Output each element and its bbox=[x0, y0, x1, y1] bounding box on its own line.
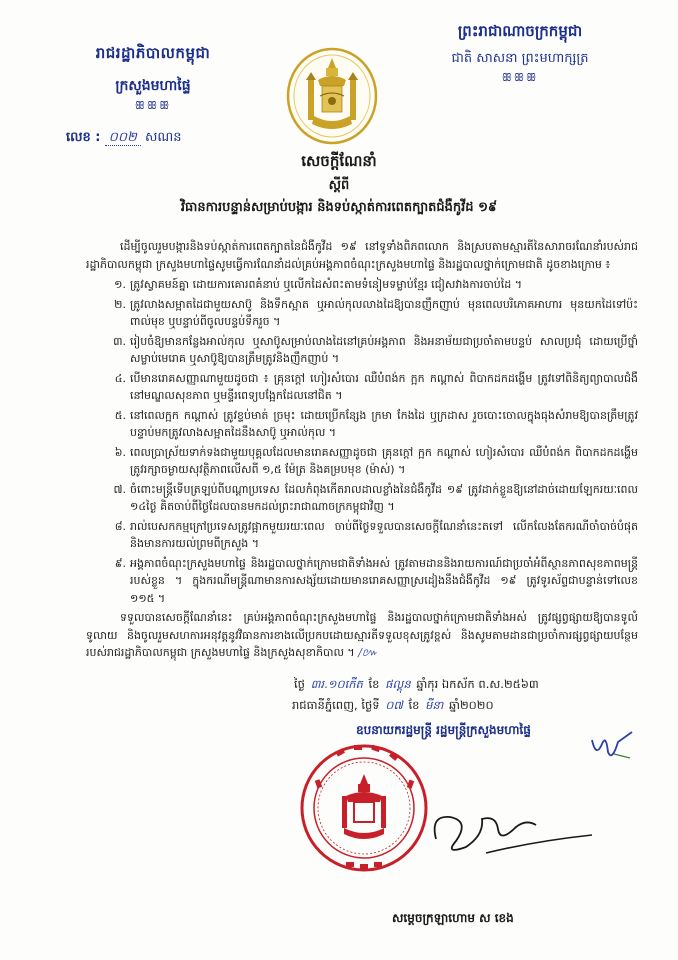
government-name: រាជរដ្ឋាភិបាលកម្ពុជា bbox=[95, 44, 211, 62]
item-number: ១. bbox=[114, 278, 126, 291]
lunar-month-label: ខែ bbox=[368, 677, 380, 691]
lunar-date bbox=[294, 677, 539, 694]
solar-day: ០៧ bbox=[385, 698, 403, 712]
ornament-left: ꕥꕥꕥ bbox=[134, 99, 172, 112]
item-number: ៦. bbox=[114, 445, 126, 459]
item-text: ត្រូវលាងសម្អាតដៃជាមួយសាប៊ូ និងទឹកស្អាត ឬអាល់កុលលាងដៃឱ្យបានញឹកញាប់ មុនពេលបរិភោគអាហារ មុនយកដៃទៅប៉ះពាល់មុខ ឬបន្ទាប់ពីចូលបន្ទប់ទឹករួច ។ bbox=[130, 297, 638, 328]
royal-emblem-icon bbox=[280, 46, 384, 146]
list-item bbox=[86, 296, 638, 331]
list-item bbox=[86, 276, 638, 294]
header-right bbox=[420, 22, 620, 85]
closing-text: ទទួលបានសេចក្តីណែនាំនេះ គ្រប់អង្គភាពចំណុះក្រសួងមហាផ្ទៃ និងរដ្ឋបាលថ្នាក់ក្រោមជាតិទាំងអស់ ត្រូវផ្សព្វផ្សាយឱ្យបានទូលំទូលាយ និងចូលរួមសហការអនុវត្តនូវវិធានការខាងលើប្រកបដោយស្មារតីទទួលខុសត្រូវខ្ពស់ និងសូមតាមដានជាប្រចាំការផ្សព្វផ្សាយបន្ថែមរបស់រាជរដ្ឋាភិបាលកម្ពុជា ក្រសួងមហាផ្ទៃ និងក្រសួងសុខាភិបាល ។ bbox=[86, 611, 638, 659]
measures-list bbox=[86, 276, 638, 607]
solar-month-label: ខែ bbox=[408, 698, 420, 712]
header-left bbox=[58, 44, 248, 148]
item-number: ៩. bbox=[114, 556, 126, 570]
official-seal-icon bbox=[296, 740, 432, 876]
item-number: ៣. bbox=[113, 334, 126, 348]
reference-suffix: សណន bbox=[145, 130, 182, 145]
lunar-day: ៣រ.១០កើត bbox=[310, 677, 363, 691]
kingdom-name: ព្រះរាជាណាចក្រកម្ពុជា bbox=[457, 22, 583, 40]
reference-number: ០០២ bbox=[105, 130, 141, 146]
item-number: ២. bbox=[114, 297, 126, 311]
list-item bbox=[86, 555, 638, 608]
title-subject: វិធានការបន្ទាន់សម្រាប់បង្ការ និងទប់ស្កាត់ការពេតក្បាតជំងឺកូវីដ ១៩ bbox=[180, 200, 498, 215]
list-item bbox=[86, 333, 638, 368]
solar-date-prefix: រាជធានីភ្នំពេញ, ថ្ងៃទី bbox=[292, 698, 380, 712]
document-body bbox=[86, 238, 638, 662]
reference-label: លេខ : bbox=[66, 130, 101, 145]
list-item bbox=[86, 444, 638, 479]
list-item bbox=[86, 518, 638, 553]
item-text: បើមានរោគសញ្ញាណាមួយដូចជា ៖ គ្រុនក្តៅ ហៀរសំបោរ ឈឺបំពង់ក ក្អក កណ្តាស់ ពិបាកដកដង្ហើម ត្រូវទៅពិនិត្យព្យាបាលជំងឺនៅមណ្ឌលសុខភាព ឬមន្ទីរពេទ្យបង្អែកដែលនៅជិត ។ bbox=[130, 371, 638, 402]
solar-date bbox=[292, 698, 494, 715]
item-number: ៨. bbox=[114, 519, 126, 533]
document-title bbox=[0, 152, 678, 218]
item-text: ចំពោះមន្ត្រីទើបត្រឡប់ពីបណ្តាប្រទេស ដែលកំពុងកើតរាលដាលខ្លាំងនៃជំងឺកូវីដ ១៩ ត្រូវដាក់ខ្លួនឱ្យនៅដាច់ដោយឡែករយៈពេល ១៤ថ្ងៃ គិតចាប់ពីថ្ងៃដែលបានមកដល់ព្រះរាជាណាចក្រកម្ពុជាវិញ ។ bbox=[130, 482, 638, 513]
item-text: ពេលប្រាស្រ័យទាក់ទងជាមួយបុគ្គលដែលមានរោគសញ្ញាដូចជា គ្រុនក្តៅ ក្អក កណ្តាស់ ហៀរសំបោរ ឈឺបំពង់ក ពិបាកដកដង្ហើម ត្រូវរក្សាចម្ងាយសុវត្ថិភាពលើសពី ១,៥ ម៉ែត្រ និងគម្របមុខ (ម៉ាស់) ។ bbox=[130, 445, 638, 476]
signatory-title: ឧបនាយករដ្ឋមន្ត្រី រដ្ឋមន្ត្រីក្រសួងមហាផ្ទៃ bbox=[356, 723, 531, 737]
national-motto: ជាតិ សាសនា ព្រះមហាក្សត្រ bbox=[451, 51, 589, 66]
list-item bbox=[86, 407, 638, 442]
title-instruction: សេចក្តីណែនាំ bbox=[301, 152, 377, 170]
lunar-date-prefix: ថ្ងៃ bbox=[294, 677, 305, 691]
lunar-month: ផល្គុន bbox=[385, 677, 411, 691]
closing-paragraph bbox=[86, 609, 638, 662]
solar-month: មីនា bbox=[425, 698, 444, 712]
list-item bbox=[86, 481, 638, 516]
reference-line bbox=[58, 129, 248, 148]
item-text: នៅពេលក្អក កណ្តាស់ ត្រូវខ្ទប់មាត់ ច្រមុះ ដោយប្រើកន្សែង ក្រមា កែងដៃ ឬក្រដាស រួចបោះចោលក្នុងធុងសំរាមឱ្យបានត្រឹមត្រូវ បន្ទាប់មកត្រូវលាងសម្អាតដៃនឹងសាប៊ូ ឬអាល់កុល ។ bbox=[130, 408, 638, 439]
ministry-name: ក្រសួងមហាផ្ទៃ bbox=[115, 78, 191, 94]
title-regarding: ស្តីពី bbox=[328, 178, 350, 193]
item-number: ៧. bbox=[113, 482, 126, 496]
item-text: រាល់បេសកកម្មក្រៅប្រទេសត្រូវផ្អាកមួយរយៈពេល ចាប់ពីថ្ងៃទទួលបានសេចក្តីណែនាំនេះតទៅ លើកលែងតែករណីចាំបាច់បំផុត និងមានការយល់ព្រមពីក្រសួង ។ bbox=[130, 519, 638, 550]
list-item bbox=[86, 370, 638, 405]
closing-mark: /៚ bbox=[358, 646, 378, 659]
intro-paragraph: ដើម្បីចូលរួមបង្ការនិងទប់ស្កាត់ការពេតក្បាតនៃជំងឺកូវីដ ១៩ នៅទូទាំងពិភពលោក និងស្របតាមស្មារតីនៃសារាចរណែនាំរបស់រាជរដ្ឋាភិបាលកម្ពុជា ក្រសួងមហាផ្ទៃសូមធ្វើការណែនាំដល់គ្រប់អង្គភាពចំណុះក្រសួងមហាផ្ទៃ និងរដ្ឋបាលថ្នាក់ក្រោមជាតិ ដូចខាងក្រោម ៖ bbox=[86, 240, 638, 271]
item-text: ត្រូវស្វាគមន៍គ្នា ដោយការគោរពគំនាប់ ឬលើកដៃសំពះតាមទំនៀមទម្លាប់ខ្មែរ ជៀសវាងការចាប់ដៃ ។ bbox=[130, 278, 523, 291]
handwritten-signature bbox=[426, 795, 596, 870]
initials-icon bbox=[588, 728, 634, 764]
signatory-name: សម្តេចក្រឡាហោម ស ខេង bbox=[392, 911, 514, 925]
item-text: រៀបចំឱ្យមានកន្លែងអាល់កុល ឬសាប៊ូសម្រាប់លាងដៃនៅគ្រប់អង្គភាព និងអនាម័យជាប្រចាំតាមបន្ទប់ សាលប្រជុំ ដោយប្រើថ្នាំសម្លាប់មេរោគ ឬសាប៊ូឱ្យបានត្រឹមត្រូវនិងញឹកញាប់ ។ bbox=[130, 334, 638, 365]
lunar-year: ឆ្នាំកុរ ឯកស័ក ព.ស.២៥៦៣ bbox=[416, 677, 539, 691]
ornament-right: ꕥꕥꕥ bbox=[501, 71, 539, 84]
item-text: អង្គភាពចំណុះក្រសួងមហាផ្ទៃ និងរដ្ឋបាលថ្នាក់ក្រោមជាតិទាំងអស់ ត្រូវតាមដាននិងរាយការណ៍ជាប្រចាំអំពីស្ថានភាពសុខភាពមន្ត្រីរបស់ខ្លួន ។ ក្នុងករណីមន្ត្រីណាមានការសង្ស័យដោយមានរោគសញ្ញាស្រដៀងនឹងជំងឺកូវីដ ១៩ ត្រូវទូរស័ព្ទជាបន្ទាន់ទៅលេខ ១១៥ ។ bbox=[130, 556, 638, 605]
solar-year: ឆ្នាំ២០២០ bbox=[449, 698, 494, 712]
item-number: ៥. bbox=[114, 408, 126, 422]
item-number: ៤. bbox=[114, 371, 126, 385]
